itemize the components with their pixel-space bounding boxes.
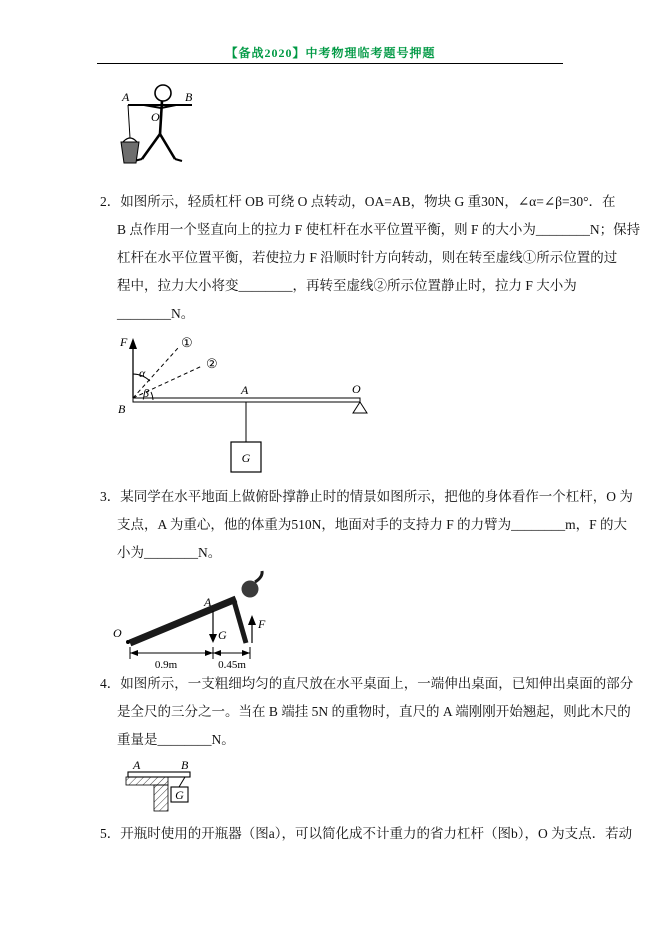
question-5	[100, 820, 633, 848]
figure-pushup-diagram	[108, 565, 288, 673]
question-5-line: 5．开瓶时使用的开瓶器（图a），可以简化成不计重力的省力杠杆（图b），O 为支点．若动	[100, 826, 633, 841]
fig3-dim-0-45m: 0.45m	[218, 659, 246, 671]
fig2-label-position-1: ①	[181, 335, 193, 350]
doc-title: 【备战2020】中考物理临考题号押题	[225, 46, 436, 60]
question-3-line: 小为________N。	[117, 545, 222, 560]
fig3-label-F: F	[258, 617, 266, 631]
question-2-line: ________N。	[117, 306, 195, 321]
person-silhouette	[126, 571, 262, 644]
fig4-label-B: B	[181, 758, 189, 772]
force-arrow-F	[129, 338, 137, 398]
figure-lever-diagram	[112, 330, 382, 482]
question-4-line: 是全尺的三分之一。当在 B 端挂 5N 的重物时，直尺的 A 端刚刚开始翘起，则此木尺的	[117, 704, 631, 719]
question-3-line: 支点，A 为重心，他的体重为510N，地面对手的支持力 F 的力臂为________m，F 的大	[117, 517, 628, 532]
header-divider	[97, 63, 563, 64]
table-leg-hatch	[154, 785, 168, 811]
fig2-label-alpha: α	[139, 366, 146, 380]
question-4-line: 4．如图所示，一支粗细均匀的直尺放在水平桌面上，一端伸出桌面，已知伸出桌面的部分	[100, 676, 634, 691]
question-2-line: B 点作用一个竖直向上的拉力 F 使杠杆在水平位置平衡，则 F 的大小为________N；保持	[117, 222, 641, 237]
gravity-arrow-G	[209, 611, 217, 643]
fig2-label-beta: β	[143, 386, 149, 400]
question-3	[100, 483, 633, 567]
fig2-label-F: F	[120, 335, 128, 349]
question-2-line: 2．如图所示，轻质杠杆 OB 可绕 O 点转动，OA=AB，物块 G 重30N，∠α=∠β=30°．在	[100, 194, 616, 209]
fig3-label-G: G	[218, 628, 227, 642]
question-2-line: 程中，拉力大小将变________，再转至虚线②所示位置静止时，拉力 F 大小为	[117, 278, 577, 293]
figure-ruler-on-table	[124, 754, 224, 818]
ruler	[128, 772, 190, 777]
fig2-label-A: A	[241, 383, 249, 397]
dimension-lines	[130, 647, 250, 659]
figure-person-carrying-lever	[118, 80, 228, 175]
doc-header	[0, 44, 661, 62]
fig2-label-O: O	[352, 382, 361, 396]
fig2-label-G: G	[241, 451, 251, 465]
lever-beam	[133, 398, 360, 402]
fig3-label-O: O	[113, 626, 122, 640]
bucket	[121, 105, 139, 163]
table-top-hatch	[126, 777, 168, 785]
question-4	[100, 670, 634, 754]
support-force-arrow-F	[248, 615, 256, 643]
weight-string	[179, 777, 185, 787]
pivot-support-triangle	[353, 402, 367, 413]
question-2-line: 杠杆在水平位置平衡，若使拉力 F 沿顺时针方向转动，则在转至虚线①所示位置的过	[117, 250, 618, 265]
question-3-line: 3．某同学在水平地面上做俯卧撑静止时的情景如图所示，把他的身体看作一个杠杆，O 为	[100, 489, 633, 504]
fig1-label-A: A	[122, 90, 130, 104]
fig2-label-position-2: ②	[206, 356, 218, 371]
fig4-label-G: G	[175, 788, 184, 802]
question-4-line: 重量是________N。	[117, 732, 235, 747]
question-2	[100, 188, 641, 328]
fig3-label-A: A	[204, 595, 212, 609]
fig1-label-B: B	[185, 90, 193, 104]
fig1-label-O: O	[151, 110, 160, 124]
fig2-label-B: B	[118, 402, 126, 416]
fig3-dim-0-9m: 0.9m	[154, 659, 178, 671]
fig4-label-A: A	[133, 758, 141, 772]
